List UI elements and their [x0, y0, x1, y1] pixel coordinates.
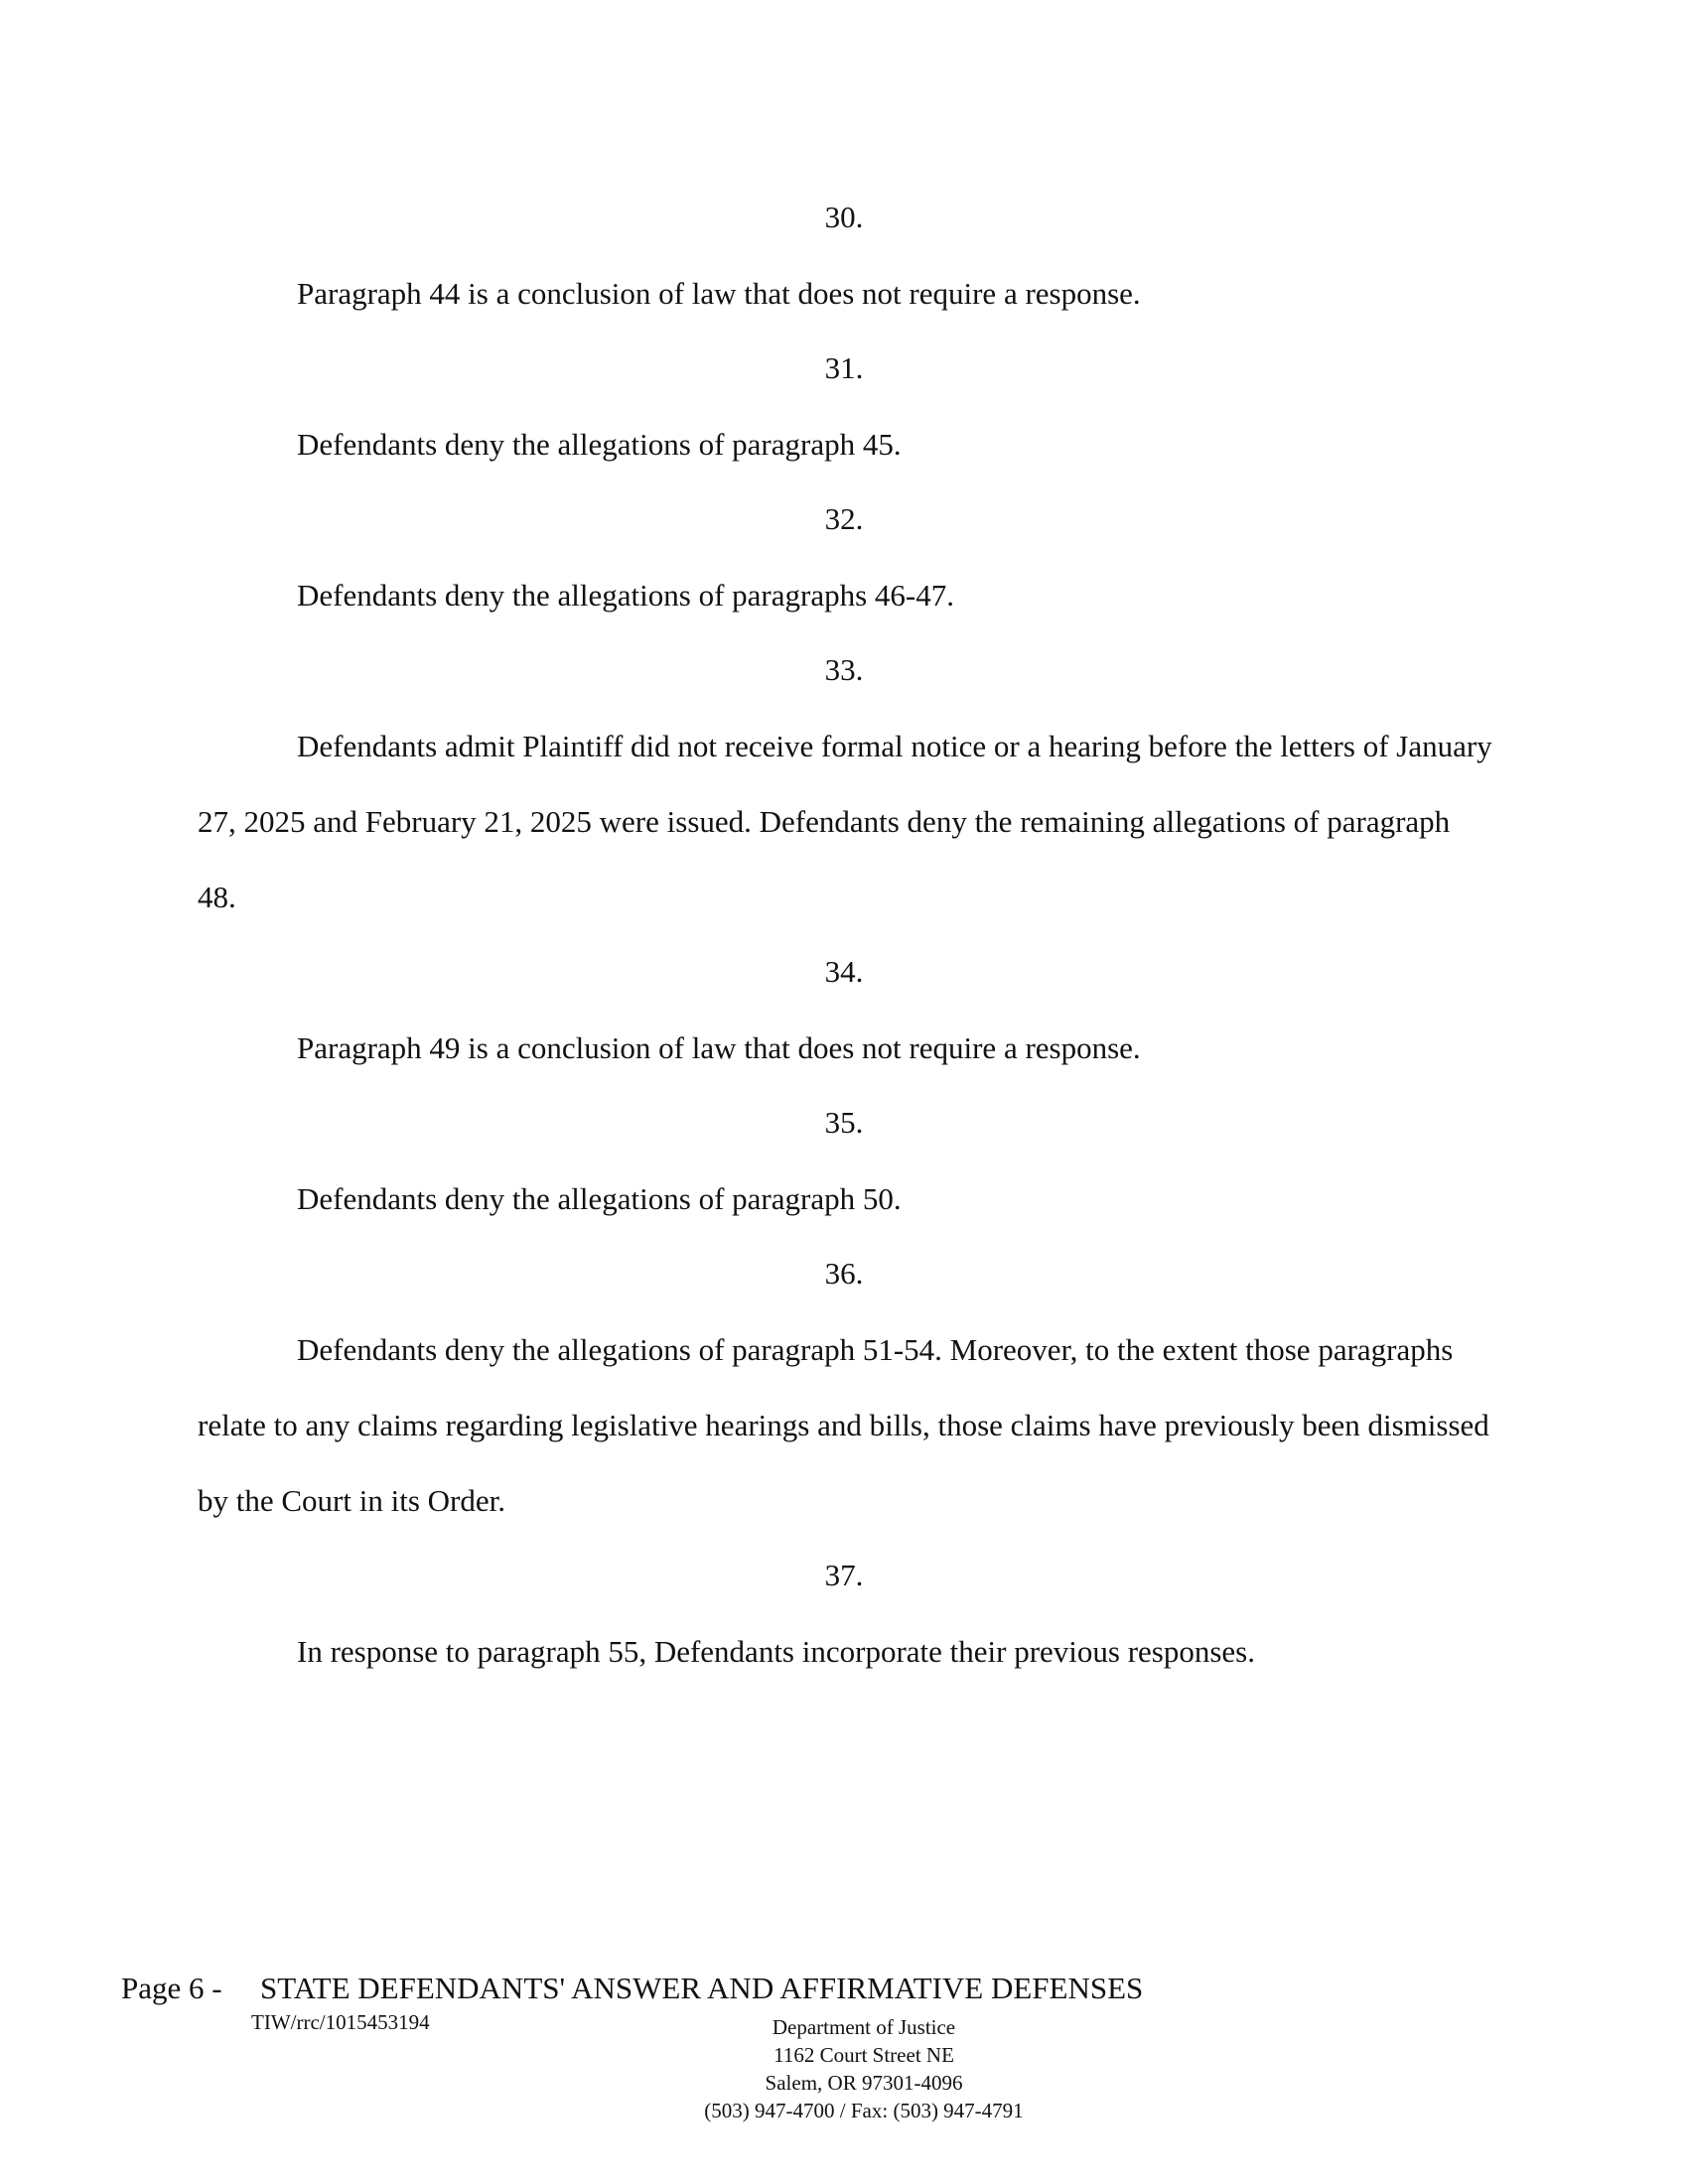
footer-document-title: STATE DEFENDANTS' ANSWER AND AFFIRMATIVE DEFENSES: [260, 1971, 1144, 2005]
paragraph-number: 31.: [824, 350, 864, 385]
paragraph-text: Paragraph 49 is a conclusion of law that does not require a response.: [297, 1030, 1141, 1065]
paragraph-text: Defendants deny the allegations of paragraph 51-54. Moreover, to the extent those paragraphs relate to any claims regarding legislative hearings and bills, those claims have previously been dismissed by the Court in its Order.: [198, 1332, 1489, 1518]
footer-page-label: Page 6 -: [121, 1971, 222, 2005]
paragraph-number: 35.: [824, 1105, 864, 1140]
footer-address-line: Department of Justice: [772, 2015, 956, 2039]
paragraph-text: Defendants deny the allegations of paragraphs 46-47.: [297, 578, 954, 613]
paragraph-text: Defendants deny the allegations of paragraph 45.: [297, 427, 902, 462]
footer-address-line: 1162 Court Street NE: [774, 2043, 954, 2067]
paragraph-text: Defendants deny the allegations of paragraph 50.: [297, 1181, 902, 1216]
footer-address-block: [655, 2013, 1072, 2124]
paragraph-number: 30.: [824, 200, 864, 234]
paragraph-number: 32.: [824, 501, 864, 536]
paragraph-text: In response to paragraph 55, Defendants incorporate their previous responses.: [297, 1634, 1255, 1669]
paragraph-number: 33.: [824, 652, 864, 687]
paragraph-number: 36.: [824, 1256, 864, 1291]
paragraph-number: 37.: [824, 1558, 864, 1592]
footer-address-line: Salem, OR 97301-4096: [765, 2071, 963, 2095]
paragraph-text: Defendants admit Plaintiff did not receive formal notice or a hearing before the letters of January 27, 2025 and February 21, 2025 were issued. Defendants deny the remaining allegations of paragraph 48.: [198, 729, 1492, 914]
footer-address-line: (503) 947-4700 / Fax: (503) 947-4791: [704, 2099, 1024, 2122]
paragraph-text: Paragraph 44 is a conclusion of law that does not require a response.: [297, 276, 1141, 311]
footer-document-id: TIW/rrc/1015453194: [251, 2010, 430, 2034]
paragraph-number: 34.: [824, 954, 864, 989]
